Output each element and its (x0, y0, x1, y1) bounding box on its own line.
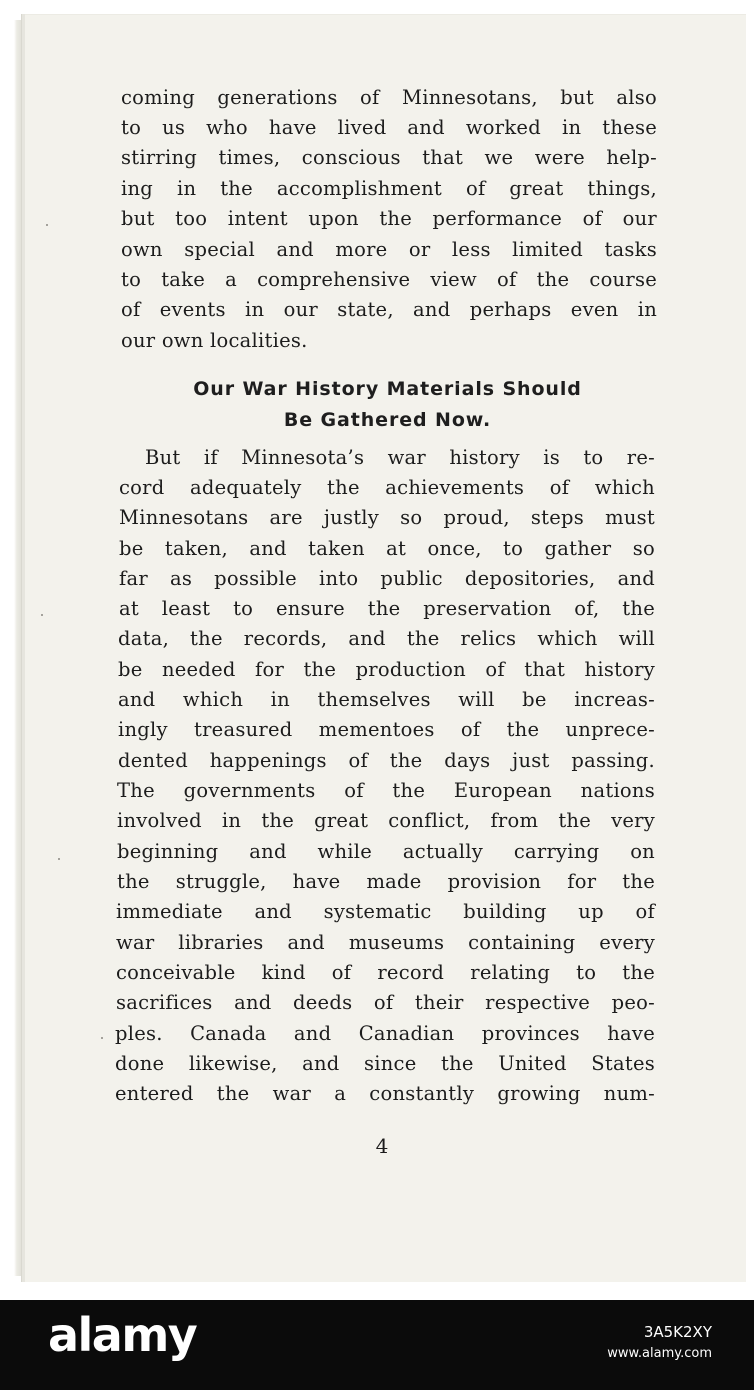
paragraph2-line-6: at least to ensure the preservation of, the (119, 597, 655, 620)
page-stack-edge (14, 20, 21, 1276)
paragraph2-line-20: ples. Canada and Canadian provinces have (115, 1022, 655, 1045)
paragraph2-line-3: Minnesotans are justly so proud, steps must (119, 506, 655, 529)
paragraph1-line-4: ing in the accomplishment of great things, (121, 177, 657, 200)
watermark-logo: alamy (48, 1308, 197, 1362)
paragraph2-line-14: beginning and while actually carrying on (117, 840, 655, 863)
paper-speck (46, 224, 48, 226)
paragraph2-line-4: be taken, and taken at once, to gather so (119, 537, 655, 560)
watermark-site: www.alamy.com (607, 1346, 712, 1361)
paragraph2-line-9: and which in themselves will be increas- (118, 688, 655, 711)
paragraph2-line-2: cord adequately the achievements of which (119, 476, 655, 499)
paragraph2-line-15: the struggle, have made provision for the (117, 870, 655, 893)
paper-speck (58, 858, 60, 860)
paragraph2-line-18: conceivable kind of record relating to the (116, 961, 655, 984)
paragraph1-line-1: coming generations of Minnesotans, but also (121, 86, 657, 109)
paragraph1-line-6: own special and more or less limited tasks (121, 238, 657, 261)
paragraph2-line-22: entered the war a constantly growing num- (115, 1082, 655, 1105)
paragraph1-line-2: to us who have lived and worked in these (121, 116, 657, 139)
paragraph2-line-21: done likewise, and since the United States (115, 1052, 655, 1075)
paragraph2-line-11: dented happenings of the days just passing. (118, 749, 655, 772)
watermark-image-id: 3A5K2XY (643, 1323, 712, 1341)
paragraph2-line-17: war libraries and museums containing every (116, 931, 655, 954)
paper-speck (41, 614, 43, 616)
paragraph1-line-8: of events in our state, and perhaps even in (121, 298, 657, 321)
paragraph2-line-10: ingly treasured mementoes of the unprece- (118, 718, 655, 741)
paragraph2-line-7: data, the records, and the relics which will (118, 627, 655, 650)
paragraph1-line-7: to take a comprehensive view of the course (121, 268, 657, 291)
paper-speck (101, 1037, 103, 1039)
section-heading-line-2: Be Gathered Now. (283, 409, 492, 431)
paragraph2-line-13: involved in the great conflict, from the very (117, 809, 655, 832)
paragraph1-line-5: but too intent upon the performance of our (121, 207, 657, 230)
paragraph2-line-12: The governments of the European nations (117, 779, 655, 802)
paragraph2-line-16: immediate and systematic building up of (116, 900, 655, 923)
section-heading-line-1: Our War History Materials Should (193, 378, 582, 400)
paragraph2-line-1: But if Minnesota’s war history is to re- (145, 446, 655, 469)
paragraph2-line-5: far as possible into public depositories, and (119, 567, 655, 590)
page-number: 4 (375, 1134, 389, 1158)
paragraph1-line-3: stirring times, conscious that we were help- (121, 146, 657, 169)
paragraph2-line-19: sacrifices and deeds of their respective peo- (116, 991, 655, 1014)
paragraph1-line-9: our own localities. (121, 329, 308, 352)
paragraph2-line-8: be needed for the production of that history (118, 658, 655, 681)
